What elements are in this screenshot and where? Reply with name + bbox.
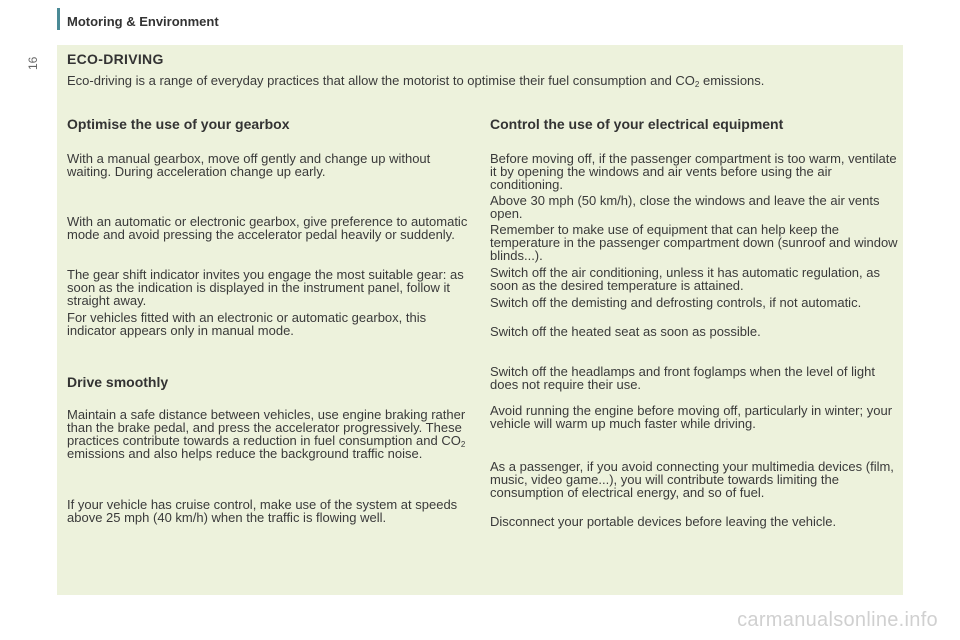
gearbox-paragraph-manual: With a manual gearbox, move off gently and change up without waiting. During acceleration change up early. — [67, 151, 431, 179]
page-accent-bar — [57, 8, 60, 30]
gearbox-paragraph-indicator: The gear shift indicator invites you engage the most suitable gear: as soon as the indication is displayed in the instrument panel, follow it straight away. — [67, 267, 464, 308]
drive-paragraph-cruise: If your vehicle has cruise control, make use of the system at speeds above 25 mph (40 km/h) when the traffic is flowing well. — [67, 497, 458, 525]
watermark: carmanualsonline.info — [737, 609, 938, 631]
intro-text-end: emissions. — [699, 73, 765, 88]
section-header: Motoring & Environment — [67, 14, 219, 29]
electrical-paragraph: Disconnect your portable devices before leaving the vehicle. — [490, 514, 837, 529]
gearbox-heading: Optimise the use of your gearbox — [67, 116, 290, 132]
electrical-paragraph: Switch off the headlamps and front foglamps when the level of light does not require their use. — [490, 364, 875, 392]
drive-paragraph-distance — [67, 408, 472, 460]
drive-text: Maintain a safe distance between vehicles, use engine braking rather than the brake pedal, and press the accelerator progressively. These practices contribute towards a reduction in fuel consumption and CO — [67, 407, 466, 448]
gearbox-paragraph-electronic: For vehicles fitted with an electronic or automatic gearbox, this indicator appears only in manual mode. — [67, 310, 427, 338]
intro-paragraph — [67, 74, 837, 87]
electrical-paragraph: Above 30 mph (50 km/h), close the windows and leave the air vents open. — [490, 193, 880, 221]
eco-driving-panel — [57, 45, 903, 595]
electrical-paragraph: Switch off the demisting and defrosting controls, if not automatic. — [490, 295, 862, 310]
co2-subscript: 2 — [694, 80, 700, 89]
electrical-paragraph: As a passenger, if you avoid connecting your multimedia devices (film, music, video game...), you will contribute towards limiting the consumption of electrical energy, and so of fuel. — [490, 459, 894, 500]
page-title: ECO-DRIVING — [67, 51, 164, 67]
co2-subscript: 2 — [460, 440, 466, 449]
electrical-paragraph: Avoid running the engine before moving off, particularly in winter; your vehicle will warm up much faster while driving. — [490, 403, 893, 431]
electrical-paragraph: Remember to make use of equipment that can help keep the temperature in the passenger compartment down (sunroof and window blinds...). — [490, 222, 898, 263]
electrical-equipment-heading: Control the use of your electrical equipment — [490, 116, 784, 132]
electrical-paragraph: Before moving off, if the passenger compartment is too warm, ventilate it by opening the windows and air vents before using the air conditioning. — [490, 151, 897, 192]
gearbox-paragraph-automatic: With an automatic or electronic gearbox, give preference to automatic mode and avoid pressing the accelerator pedal heavily or suddenly. — [67, 214, 468, 242]
drive-text-end: emissions and also helps reduce the background traffic noise. — [67, 446, 423, 461]
page-number: 16 — [26, 56, 40, 70]
electrical-paragraph: Switch off the heated seat as soon as possible. — [490, 324, 761, 339]
intro-text: Eco-driving is a range of everyday practices that allow the motorist to optimise their fuel consumption and CO — [67, 73, 695, 88]
electrical-paragraph: Switch off the air conditioning, unless it has automatic regulation, as soon as the desired temperature is attained. — [490, 265, 880, 293]
drive-smoothly-heading: Drive smoothly — [67, 374, 169, 390]
